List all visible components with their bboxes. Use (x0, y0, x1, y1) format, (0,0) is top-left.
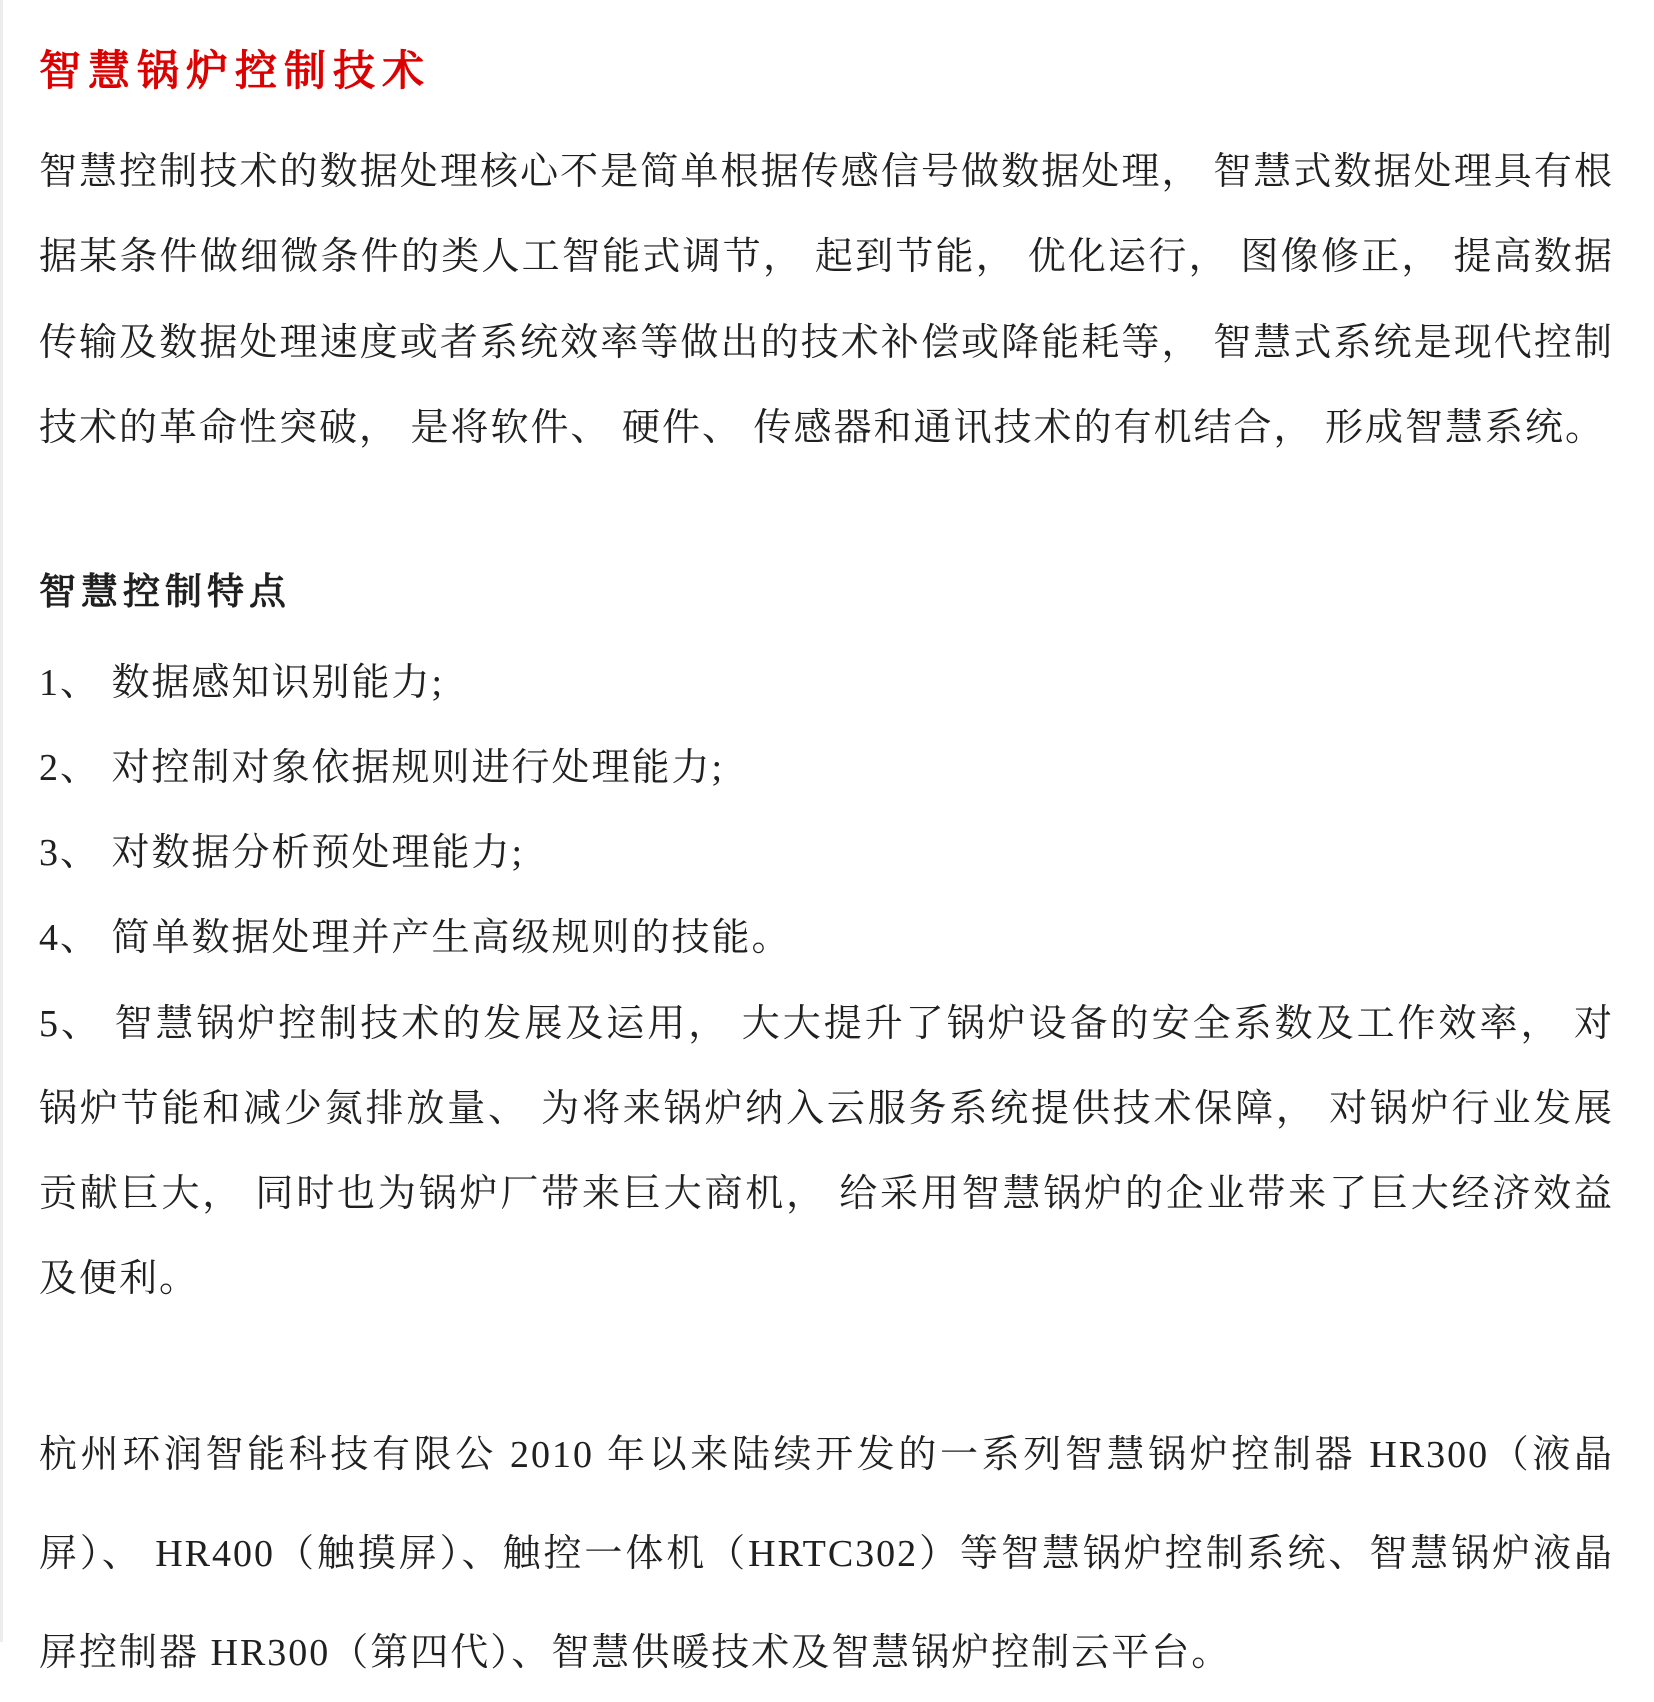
feature-item-4: 4、 简单数据处理并产生高级规则的技能。 (39, 917, 792, 960)
features-list (39, 641, 1614, 1322)
feature-item-2: 2、 对控制对象依据规则进行处理能力; (39, 747, 725, 790)
feature-item-1: 1、 数据感知识别能力; (39, 662, 445, 705)
company-paragraph: 杭州环润智能科技有限公 2010 年以来陆续开发的一系列智慧锅炉控制器 HR300（液晶屏）、 HR400（触摸屏）、触控一体机（HRTC302）等智慧锅炉控制系统、智慧锅炉液晶屏控制器 HR300（第四代）、智慧供暖技术及智慧锅炉控制云平台。 (39, 1434, 1614, 1674)
page-title: 智慧锅炉控制技术 (39, 49, 432, 95)
feature-item-5: 5、 智慧锅炉控制技术的发展及运用， 大大提升了锅炉设备的安全系数及工作效率， 对锅炉节能和减少氮排放量、 为将来锅炉纳入云服务系统提供技术保障， 对锅炉行业发展贡献巨大， 同时也为锅炉厂带来巨大商机， 给采用智慧锅炉的企业带来了巨大经济效益及便利。 (39, 1002, 1614, 1300)
feature-item-3: 3、 对数据分析预处理能力; (39, 832, 525, 875)
intro-paragraph: 智慧控制技术的数据处理核心不是简单根据传感信号做数据处理， 智慧式数据处理具有根据某条件做细微条件的类人工智能式调节， 起到节能， 优化运行， 图像修正， 提高数据传输及数据处理速度或者系统效率等做出的技术补偿或降能耗等， 智慧式系统是现代控制技术的革命性突破， 是将软件、 硬件、 传感器和通讯技术的有机结合， 形成智慧系统。 (39, 151, 1614, 449)
document-page (3, 0, 1654, 1702)
features-heading: 智慧控制特点 (39, 571, 291, 613)
